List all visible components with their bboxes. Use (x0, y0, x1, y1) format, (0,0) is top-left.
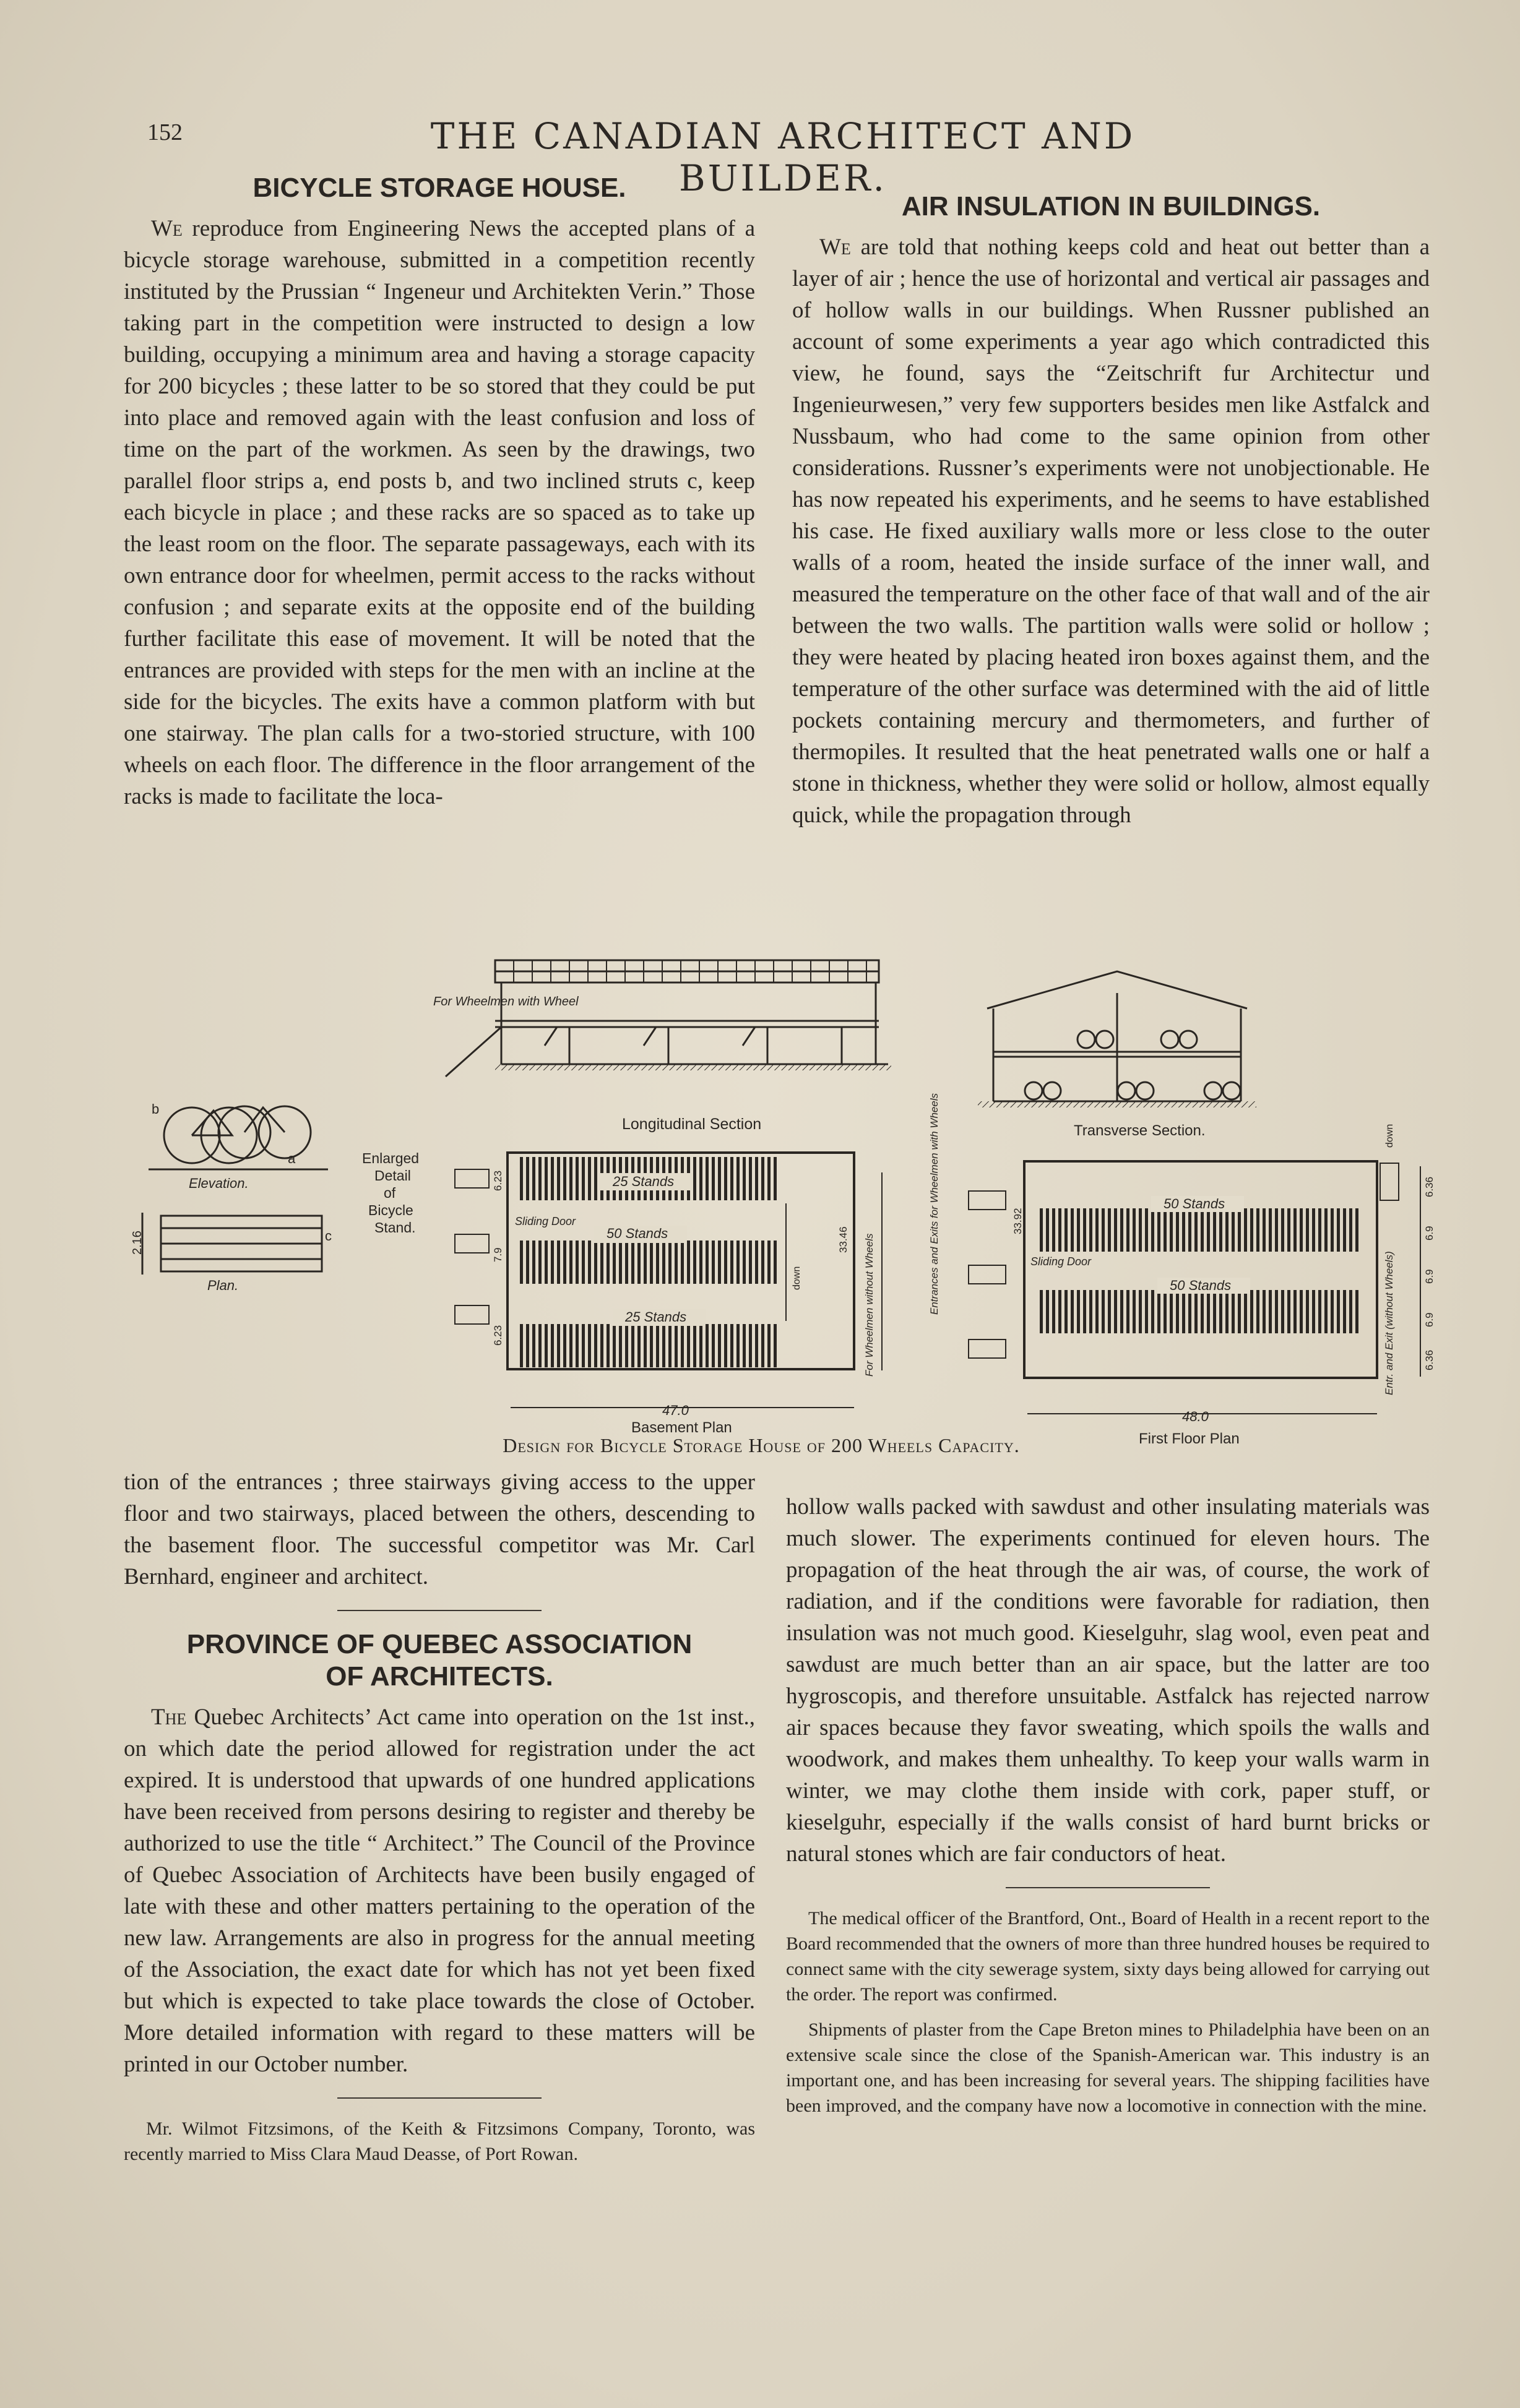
first-floor-width-dim: 48.0 (1182, 1409, 1209, 1424)
bicycle-lead-word: We (151, 216, 183, 241)
svg-text:Stand.: Stand. (374, 1219, 416, 1236)
dim-216-label: 2.16 (131, 1231, 144, 1255)
svg-text:Enlarged: Enlarged (362, 1150, 420, 1166)
longitudinal-section-drawing (446, 960, 888, 1077)
svg-text:Bicycle: Bicycle (368, 1202, 413, 1218)
divider-rule (337, 1610, 542, 1611)
running-title: THE CANADIAN ARCHITECT AND BUILDER. (430, 115, 1136, 199)
quebec-body: Quebec Architects’ Act came into operation on the 1st inst., on which date the period allowed for registration under the act expired. It is understood that upwards of one hundred applications have been received from persons desiring to register and thereby be authorized to use the title “ Architect.” The Council of the Province of Quebec Association of Architects have been busily engaged of late with these and other matters pertaining to the operation of the new law. Arrangements are also in progress for the annual meeting of the Association, the exact date for which has not yet been fixed but which is expected to take place towards the close of October. More detailed information with regard to these matters will be printed in our October number. (124, 1705, 756, 2077)
basement-dim-623-bottom: 6.23 (492, 1325, 504, 1346)
fitzsimons-note: Mr. Wilmot Fitzsimons, of the Keith & Fitzsimons Company, Toronto, was recently married to Miss Clara Maud Deasse, of Port Rowan. (124, 2118, 755, 2164)
first-floor-dim-69-c: 6.9 (1423, 1312, 1435, 1327)
svg-text:Detail: Detail (374, 1167, 411, 1184)
air-article (792, 191, 1430, 831)
first-floor-dim-636-bottom: 6.36 (1423, 1349, 1435, 1370)
divider-rule (337, 2097, 542, 2099)
figure-caption: Design for Bicycle Storage House of 200 Wheels Capacity. (503, 1434, 1020, 1456)
transverse-section-label: Transverse Section. (1074, 1122, 1206, 1139)
bicycle-body: reproduce from Engineering News the accepted plans of a bicycle storage warehouse, submitted in a competition recently instituted by the Prussian “ Ingeneur und Architekten Verin.” Those taking part in the competition were instructed to design a low building, occupying a minimum area and having a storage capacity for 200 bicycles ; these latter to be so stored that they could be put into place and removed again with the least confusion and loss of time on the part of the workmen. As seen by the drawings, two parallel floor strips a, end posts b, and two inclined struts c, keep each bicycle in place ; and these racks are so spaced as to take up the least room on the floor. The separate passageways, each with its own entrance door for wheelmen, permit access to the racks without confusion ; and separate exits at the opposite end of the building further facilitate this ease of movement. It will be noted that the entrances are provided with steps for the men with an incline at the side for the bicycles. The exits have a common platform with but one stairway. The plan calls for a two-storied structure, with 100 wheels on each floor. The difference in the floor arrangement of the racks is made to facilitate the loca- (124, 216, 756, 809)
enlarged-detail-caption (362, 1150, 419, 1236)
basement-plan-label: Basement Plan (631, 1419, 732, 1436)
ground-hatch (495, 1064, 891, 1070)
bicycle-continued: tion of the entrances ; three stairways giving access to the upper floor and two stairways, placed between the others, descending to the basement floor. The successful competitor was Mr. Carl Bernhard, engineer and architect. (124, 1469, 755, 1589)
first-floor-rack-bottom (1040, 1290, 1362, 1333)
first-floor-entr-exit: Entr. and Exit (without Wheels) (1383, 1251, 1395, 1395)
brantford-note: The medical officer of the Brantford, Ont., Board of Health in a recent report to the Board recommended that the owners of more than three hundred houses be required to connect same with the city sewerage system, sixty days being allowed for carrying out the order. The report was confirmed. (786, 1908, 1430, 2005)
letter-c-label: c (325, 1228, 332, 1244)
figure-drawing (124, 944, 1436, 1469)
basement-width-dim: 47.0 (662, 1403, 689, 1418)
basement-sliding-door: Sliding Door (515, 1215, 576, 1228)
first-floor-down-label: down (1384, 1124, 1395, 1148)
letter-a-label: a (288, 1151, 296, 1166)
first-floor-stands-50-bottom: 50 Stands (1170, 1278, 1232, 1293)
basement-down-label: down (792, 1266, 802, 1290)
divider-rule (1006, 1887, 1210, 1888)
svg-text:of: of (384, 1185, 396, 1201)
air-body-paragraph (792, 231, 1430, 831)
basement-rack-middle (520, 1241, 780, 1284)
basement-stands-25-bottom: 25 Stands (625, 1309, 687, 1325)
first-floor-dim-69-a: 6.9 (1423, 1226, 1435, 1241)
first-floor-dim-69-b: 6.9 (1423, 1269, 1435, 1284)
quebec-title-line1: PROVINCE OF QUEBEC ASSOCIATION (186, 1629, 693, 1659)
entrances-exits-label: Entrances and Exits for Wheelmen with Wheels (928, 1093, 940, 1315)
first-floor-depth-dim: 33.92 (1012, 1208, 1024, 1234)
transverse-section-drawing (987, 971, 1247, 1101)
basement-dim-79: 7.9 (492, 1247, 504, 1262)
quebec-title-line2: OF ARCHITECTS. (326, 1661, 553, 1692)
plaster-note: Shipments of plaster from the Cape Breton mines to Philadelphia have been on an extensive scale since the close of the Spanish-American war. This industry is an important one, and has been increasing for several years. The shipping facilities have been improved, and the company have now a locomotive in connection with the mine. (786, 2019, 1430, 2116)
basement-rack-bottom (520, 1324, 780, 1367)
right-column-bottom (786, 1491, 1430, 2118)
air-body: are told that nothing keeps cold and heat out better than a layer of air ; hence the use of horizontal and vertical air passages and of hollow walls in our buildings. When Russner published an account of some experiments a year ago which contradicted this view, he found, says the “Zeitschrift fur Architectur und Ingenieurwesen,” very few supporters besides men like Astfalck and Nussbaum, who had come to the same opinion from other considerations. Russner’s experiments were not unobjectionable. He has now repeated his experiments, and he seems to have established his case. He fixed auxiliary walls more or less close to the outer walls of a room, heated the inside surface of the inner wall, and measured the temperature on the other face of that wall and of the air between the two walls. The partition walls were solid or hollow ; they were heated by placing heated iron boxes against them, and the temperature of the other surface was determined with the aid of little pockets containing mercury and thermometers, and further of thermopiles. It resulted that the heat penetrated walls one or half a stone in thickness, whether they were solid or hollow, almost equally quick, while the propagation through (792, 234, 1430, 828)
for-wheelmen-label: For Wheelmen with Wheel (433, 995, 579, 1008)
air-continued: hollow walls packed with sawdust and other insulating materials was much slower. The experiments continued for eleven hours. The propagation of the heat through the air was, of course, the work of radiation, and if the conditions were favorable for radiation, then insulation was not much good. Kieselguhr, slag wool, even peat and sawdust are much better than an air space, but the latter are too hygroscopis, and therefore unsuitable. Astfalck has rejected narrow air spaces because they favor sweating, which spoils the walls and woodwork, and makes them unhealthy. To keep your walls warm in winter, we may clothe them inside with cork, paper stuff, or kieselguhr, especially if the walls consist of hard burnt bricks or natural stones which are fair conductors of heat. (786, 1494, 1430, 1867)
elevation-label: Elevation. (189, 1176, 249, 1191)
air-lead-word: We (819, 234, 851, 260)
basement-stands-25-top: 25 Stands (613, 1174, 675, 1189)
fitzsimons-note-block (124, 2116, 755, 2167)
first-floor-rack-top (1040, 1208, 1362, 1252)
letter-b-label: b (152, 1101, 160, 1117)
bicycle-article (124, 172, 755, 812)
first-floor-sliding-door: Sliding Door (1030, 1255, 1092, 1268)
basement-stands-50: 50 Stands (607, 1226, 668, 1241)
quebec-body-paragraph (124, 1701, 755, 2080)
bicycle-body-paragraph (124, 213, 755, 812)
quebec-title (124, 1628, 755, 1693)
basement-depth-dim: 33.46 (837, 1226, 849, 1253)
transverse-ground-hatch (978, 1101, 1256, 1107)
page-number: 152 (147, 119, 183, 145)
first-floor-dim-636-top: 6.36 (1423, 1176, 1435, 1197)
plan-label: Plan. (207, 1278, 239, 1293)
longitudinal-section-label: Longitudinal Section (622, 1116, 762, 1133)
first-floor-plan-label: First Floor Plan (1139, 1430, 1240, 1447)
first-floor-stands-50-top: 50 Stands (1164, 1196, 1225, 1211)
bicycle-storage-figure (124, 944, 1436, 1469)
basement-dim-623-top: 6.23 (492, 1170, 504, 1191)
air-title: AIR INSULATION IN BUILDINGS. (901, 191, 1321, 221)
basement-for-wheelmen-without: For Wheelmen without Wheels (863, 1233, 875, 1377)
left-column-bottom (124, 1466, 755, 2167)
quebec-lead-word: The (151, 1705, 187, 1730)
bicycle-title: BICYCLE STORAGE HOUSE. (253, 173, 626, 203)
short-notes (786, 1906, 1430, 2118)
